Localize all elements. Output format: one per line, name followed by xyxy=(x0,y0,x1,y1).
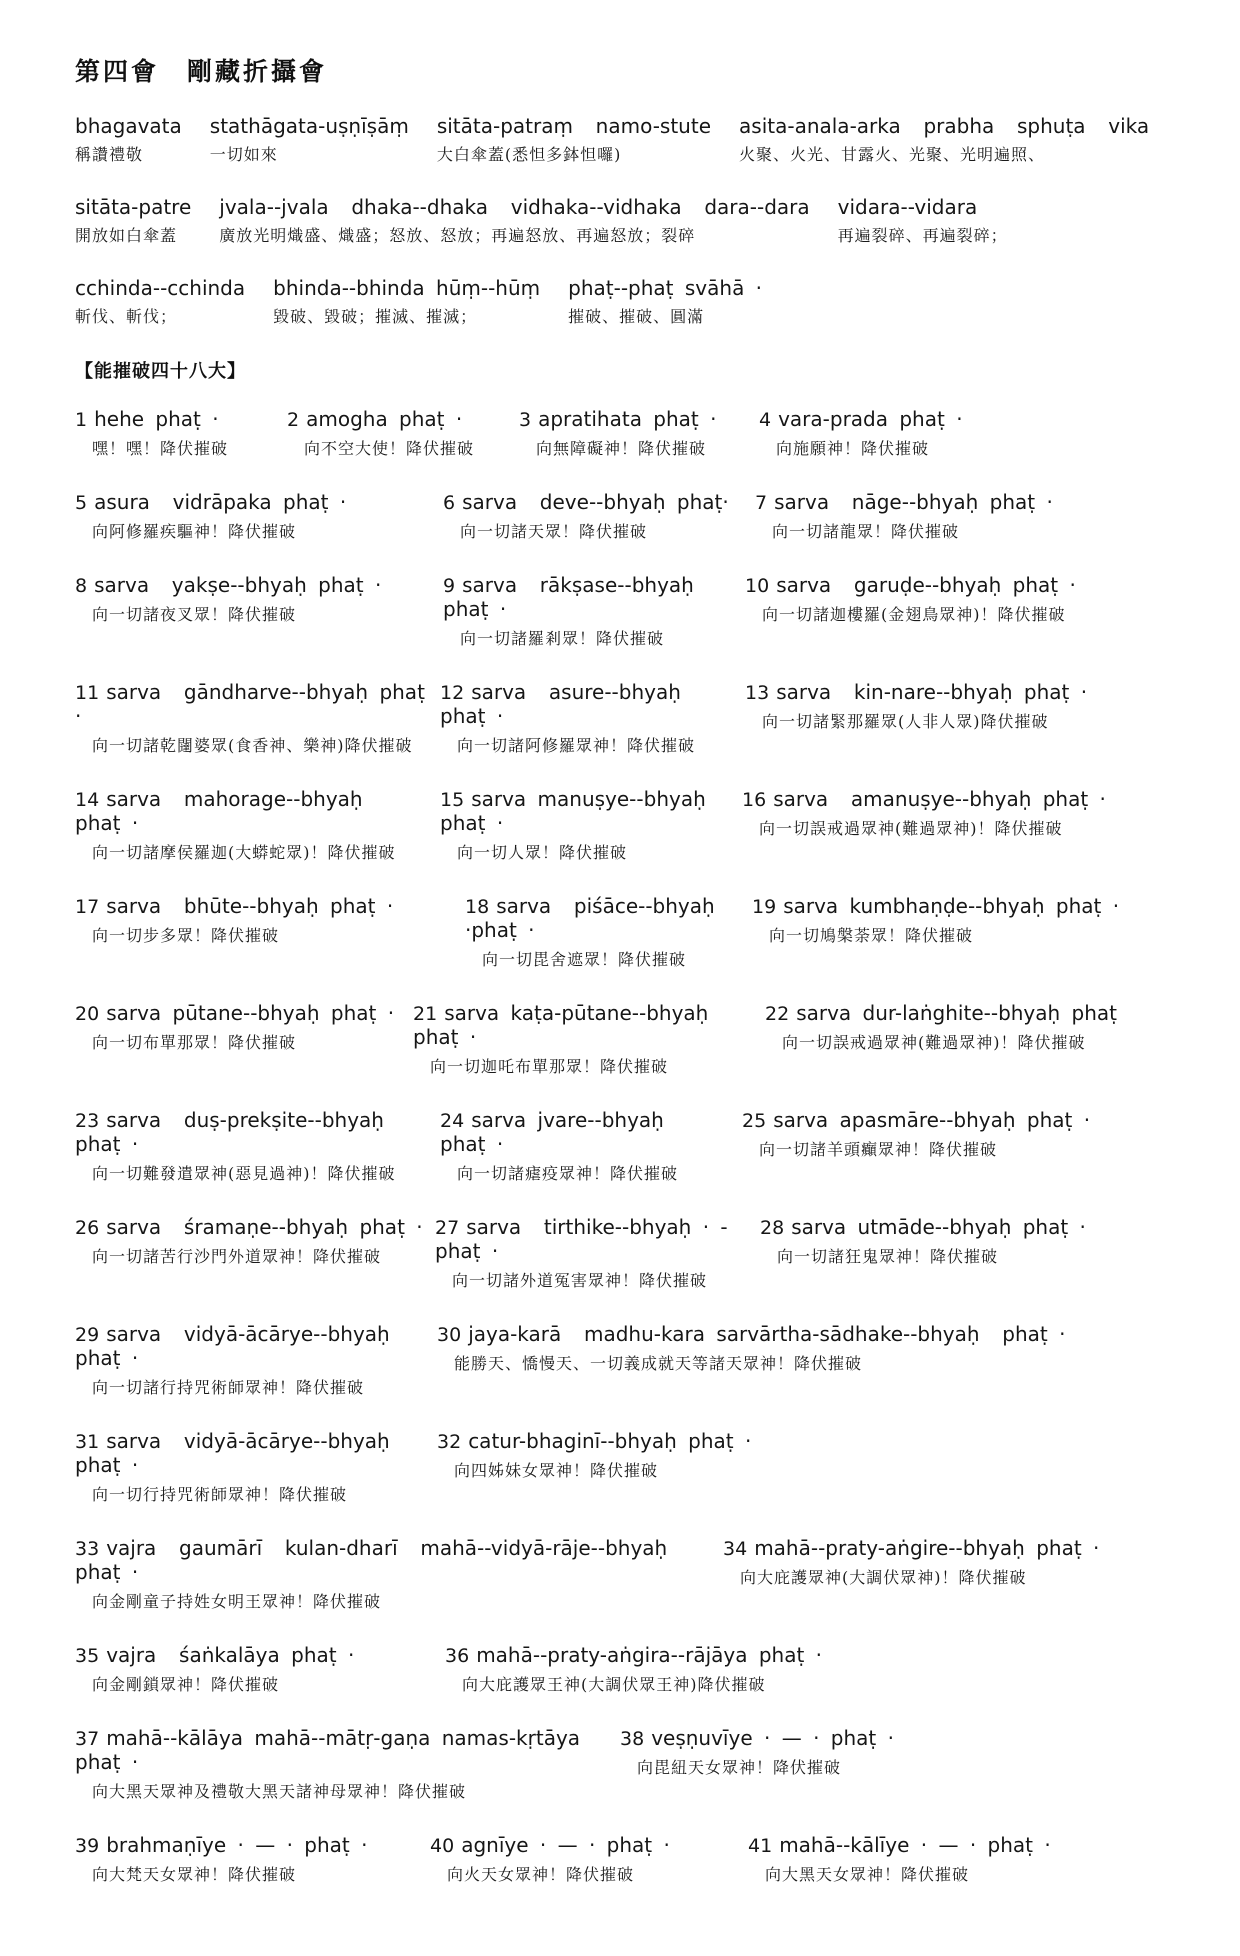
mantra-item xyxy=(75,894,465,970)
mantra-segment xyxy=(739,114,1149,165)
item-number: 9 xyxy=(443,575,456,597)
item-chinese-gloss: 向一切諸乾闥婆眾(食香神、樂神)降伏摧破 xyxy=(92,736,413,755)
item-number: 28 xyxy=(760,1217,785,1239)
item-sanskrit: vara-prada phaṭ · xyxy=(778,407,963,431)
item-sanskrit: sarva bhūte--bhyaḥ phaṭ · xyxy=(106,894,394,918)
item-number: 20 xyxy=(75,1003,100,1025)
mantra-item xyxy=(75,1643,445,1695)
item-sanskrit: sarva utmāde--bhyaḥ phaṭ · xyxy=(791,1215,1086,1239)
mantra-item xyxy=(75,787,440,863)
item-number: 8 xyxy=(75,575,88,597)
item-number: 16 xyxy=(742,789,767,811)
item-sanskrit-line xyxy=(760,1215,1170,1239)
item-number: 15 xyxy=(440,789,465,811)
item-number: 38 xyxy=(620,1728,645,1750)
chinese-gloss: 毀破、毀破；摧滅、摧滅； xyxy=(273,307,478,326)
item-sanskrit: veṣṇuvīye · — · phaṭ · xyxy=(651,1726,894,1750)
item-sanskrit-line xyxy=(440,680,735,728)
item-sanskrit: sarva vidyā-ācārye--bhyaḥ phaṭ · xyxy=(75,1429,402,1477)
item-chinese-gloss: 向一切行持咒術師眾神！降伏摧破 xyxy=(92,1485,348,1504)
item-sanskrit: vajra śaṅkalāya phaṭ · xyxy=(106,1643,355,1667)
item-sanskrit: sarva kumbhaṇḍe--bhyaḥ phaṭ · xyxy=(783,894,1120,918)
chinese-gloss: 火聚、火光、甘露火、光聚、光明遍照、 xyxy=(739,145,1046,164)
item-chinese-gloss: 向施願神！降伏摧破 xyxy=(776,439,930,458)
item-sanskrit: agnīye · — · phaṭ · xyxy=(461,1833,670,1857)
item-number: 3 xyxy=(519,409,532,431)
item-sanskrit: sarva pūtane--bhyaḥ phaṭ · xyxy=(106,1001,395,1025)
mantra-item xyxy=(620,1726,1180,1802)
mantra-item xyxy=(760,1215,1180,1291)
mantra-item xyxy=(465,894,752,970)
item-sanskrit: sarva tirthike--bhyaḥ · -phaṭ · xyxy=(435,1215,728,1263)
item-number: 41 xyxy=(748,1835,773,1857)
item-chinese-gloss: 向一切諸瘧疫眾神！降伏摧破 xyxy=(457,1164,679,1183)
item-sanskrit: sarva dur-laṅghite--bhyaḥ phaṭ xyxy=(796,1001,1118,1025)
item-number: 7 xyxy=(755,492,768,514)
chinese-gloss: 稱讚禮敬 xyxy=(75,145,144,164)
mantra-segment xyxy=(838,195,1008,246)
mantra-segment xyxy=(75,114,182,165)
item-number: 19 xyxy=(752,896,777,918)
item-chinese-gloss: 嘿！嘿！降伏摧破 xyxy=(92,439,229,458)
mantra-item xyxy=(443,573,745,649)
mantra-item xyxy=(748,1833,1180,1885)
mantra-item xyxy=(75,1001,413,1077)
item-number: 21 xyxy=(413,1003,438,1025)
mantra-item xyxy=(440,680,745,756)
item-sanskrit-line xyxy=(287,407,509,431)
item-chinese-gloss: 向一切諸外道冤害眾神！降伏摧破 xyxy=(452,1271,708,1290)
sanskrit-text: cchinda--cchinda xyxy=(75,276,246,300)
item-sanskrit: sarva asure--bhyaḥ phaṭ · xyxy=(440,680,693,728)
item-sanskrit: jaya-karā madhu-kara sarvārtha-sādhake--bhyaḥ phaṭ · xyxy=(468,1322,1066,1346)
mantra-item-row xyxy=(75,1429,1180,1505)
section-note: 【能摧破四十八大】 xyxy=(75,361,246,382)
mantra-item xyxy=(287,407,519,459)
mantra-item-row xyxy=(75,490,1180,542)
item-chinese-gloss: 向火天女眾神！降伏摧破 xyxy=(447,1865,635,1884)
item-sanskrit-line xyxy=(519,407,749,431)
mantra-item xyxy=(75,1322,437,1398)
mantra-item xyxy=(742,1108,1180,1184)
mantra-item xyxy=(75,1726,620,1802)
mantra-item xyxy=(723,1536,1180,1612)
item-sanskrit-line xyxy=(75,1322,427,1370)
mantra-item xyxy=(75,1215,435,1291)
sanskrit-text: jvala--jvala dhaka--dhaka vidhaka--vidhaka dara--dara xyxy=(219,195,810,219)
item-sanskrit-line xyxy=(75,1001,403,1025)
item-sanskrit: brahmaṇīye · — · phaṭ · xyxy=(106,1833,368,1857)
item-number: 10 xyxy=(745,575,770,597)
item-sanskrit-line xyxy=(75,1215,425,1239)
mantra-segment xyxy=(75,276,245,327)
item-chinese-gloss: 向一切諸羅剎眾！降伏摧破 xyxy=(460,629,665,648)
mantra-item xyxy=(435,1215,760,1291)
mantra-item-row xyxy=(75,407,1180,459)
item-number: 24 xyxy=(440,1110,465,1132)
item-number: 18 xyxy=(465,896,490,918)
item-chinese-gloss: 向不空大使！降伏摧破 xyxy=(304,439,475,458)
mantra-item xyxy=(437,1322,1180,1398)
item-sanskrit-line xyxy=(440,787,732,835)
item-chinese-gloss: 向四姊妹女眾神！降伏摧破 xyxy=(454,1461,659,1480)
mantra-line xyxy=(75,195,1180,246)
item-chinese-gloss: 向一切諸迦樓羅(金翅鳥眾神)！降伏摧破 xyxy=(762,605,1066,624)
item-sanskrit: sarva duṣ-prekṣite--bhyaḥ phaṭ · xyxy=(75,1108,407,1156)
item-sanskrit: sarva amanuṣye--bhyaḥ phaṭ · xyxy=(773,787,1106,811)
mantra-item xyxy=(75,1833,430,1885)
item-number: 22 xyxy=(765,1003,790,1025)
mantra-line xyxy=(75,276,1180,327)
mantra-item-row xyxy=(75,1833,1180,1885)
item-sanskrit: sarva yakṣe--bhyaḥ phaṭ · xyxy=(94,573,382,597)
item-chinese-gloss: 向一切諸夜叉眾！降伏摧破 xyxy=(92,605,297,624)
mantra-item xyxy=(742,787,1180,863)
mantra-segment xyxy=(273,276,540,327)
item-sanskrit-line xyxy=(748,1833,1170,1857)
item-chinese-gloss: 向一切諸阿修羅眾神！降伏摧破 xyxy=(457,736,696,755)
item-chinese-gloss: 向一切誤戒過眾神(難過眾神)！降伏摧破 xyxy=(782,1033,1086,1052)
mantra-item-row xyxy=(75,1643,1180,1695)
item-number: 2 xyxy=(287,409,300,431)
item-sanskrit-line xyxy=(430,1833,738,1857)
mantra-item xyxy=(765,1001,1180,1077)
item-number: 34 xyxy=(723,1538,748,1560)
mantra-item-row xyxy=(75,1536,1180,1612)
mantra-item-row xyxy=(75,1215,1180,1291)
item-chinese-gloss: 向毘紐天女眾神！降伏摧破 xyxy=(637,1758,842,1777)
item-number: 5 xyxy=(75,492,88,514)
item-sanskrit: sarva rākṣase--bhyaḥ phaṭ · xyxy=(443,573,706,621)
item-sanskrit-line xyxy=(745,573,1170,597)
item-chinese-gloss: 向一切迦吒布單那眾！降伏摧破 xyxy=(430,1057,669,1076)
item-chinese-gloss: 向一切諸狂鬼眾神！降伏摧破 xyxy=(777,1247,999,1266)
item-chinese-gloss: 向一切諸羊頭癲眾神！降伏摧破 xyxy=(759,1140,998,1159)
item-chinese-gloss: 向一切布單那眾！降伏摧破 xyxy=(92,1033,297,1052)
item-sanskrit-line xyxy=(445,1643,1170,1667)
item-sanskrit-line xyxy=(75,407,277,431)
item-chinese-gloss: 向一切諸緊那羅眾(人非人眾)降伏摧破 xyxy=(762,712,1049,731)
mantra-segment xyxy=(437,114,711,165)
sanskrit-text: asita-anala-arka prabha sphuṭa vika xyxy=(739,114,1150,138)
mantra-line xyxy=(75,114,1180,165)
item-sanskrit: mahā--kālāya mahā--mātṛ-gaṇa namas-kṛtāya phaṭ · xyxy=(75,1726,592,1774)
item-number: 27 xyxy=(435,1217,460,1239)
mantra-item-row xyxy=(75,894,1180,970)
item-chinese-gloss: 向一切毘舍遮眾！降伏摧破 xyxy=(482,950,687,969)
item-sanskrit: mahā--praty-aṅgira--rājāya phaṭ · xyxy=(476,1643,823,1667)
item-sanskrit-line xyxy=(620,1726,1170,1750)
item-sanskrit: sarva garuḍe--bhyaḥ phaṭ · xyxy=(776,573,1076,597)
item-sanskrit-line xyxy=(75,1833,420,1857)
sanskrit-text: sitāta-patraṃ namo-stute xyxy=(436,114,712,138)
item-sanskrit-line xyxy=(752,894,1170,918)
item-chinese-gloss: 向一切諸行持咒術師眾神！降伏摧破 xyxy=(92,1378,365,1397)
mantra-item xyxy=(437,1429,1180,1505)
item-number: 33 xyxy=(75,1538,100,1560)
mantra-item-row xyxy=(75,1108,1180,1184)
item-number: 13 xyxy=(745,682,770,704)
chinese-gloss: 大白傘蓋(悉怛多鉢怛囉) xyxy=(436,145,622,164)
item-sanskrit: sarva manuṣye--bhyaḥ phaṭ · xyxy=(440,787,718,835)
item-sanskrit: sarva śramaṇe--bhyaḥ phaṭ · xyxy=(106,1215,423,1239)
item-sanskrit: sarva nāge--bhyaḥ phaṭ · xyxy=(774,490,1053,514)
mantra-segment xyxy=(75,195,191,246)
item-chinese-gloss: 向一切誤戒過眾神(難過眾神)！降伏摧破 xyxy=(759,819,1063,838)
item-chinese-gloss: 向大庇護眾神(大調伏眾神)！降伏摧破 xyxy=(740,1568,1027,1587)
item-chinese-gloss: 向一切難發遣眾神(惡見過神)！降伏摧破 xyxy=(92,1164,396,1183)
item-sanskrit: sarva kaṭa-pūtane--bhyaḥ phaṭ · xyxy=(413,1001,720,1049)
mantra-item xyxy=(75,1429,437,1505)
sanskrit-text: stathāgata-uṣṇīṣāṃ xyxy=(209,114,409,138)
item-number: 6 xyxy=(443,492,456,514)
item-number: 40 xyxy=(430,1835,455,1857)
mantra-item xyxy=(443,490,755,542)
item-sanskrit: sarva piśāce--bhyaḥ ·phaṭ · xyxy=(465,894,727,942)
item-sanskrit: asura vidrāpaka phaṭ · xyxy=(94,490,347,514)
mantra-segment xyxy=(568,276,762,327)
item-sanskrit-line xyxy=(437,1429,1170,1453)
item-sanskrit-line xyxy=(75,573,433,597)
item-number: 39 xyxy=(75,1835,100,1857)
item-sanskrit-line xyxy=(443,490,745,514)
item-chinese-gloss: 向一切步多眾！降伏摧破 xyxy=(92,926,280,945)
item-chinese-gloss: 向阿修羅疾驅神！降伏摧破 xyxy=(92,522,297,541)
mantra-item xyxy=(413,1001,765,1077)
item-chinese-gloss: 向金剛鎖眾神！降伏摧破 xyxy=(92,1675,280,1694)
item-chinese-gloss: 向一切人眾！降伏摧破 xyxy=(457,843,628,862)
item-chinese-gloss: 向一切諸天眾！降伏摧破 xyxy=(460,522,648,541)
mantra-header xyxy=(75,114,1180,327)
item-number: 25 xyxy=(742,1110,767,1132)
item-sanskrit-line xyxy=(723,1536,1170,1560)
sanskrit-text: bhagavata xyxy=(75,114,182,138)
item-sanskrit-line xyxy=(75,490,433,514)
mantra-item xyxy=(430,1833,748,1885)
item-number: 35 xyxy=(75,1645,100,1667)
item-chinese-gloss: 向金剛童子持姓女明王眾神！降伏摧破 xyxy=(92,1592,382,1611)
chinese-gloss: 廣放光明熾盛、熾盛；怒放、怒放；再遍怒放、再遍怒放；裂碎 xyxy=(219,226,696,245)
item-chinese-gloss: 向一切諸龍眾！降伏摧破 xyxy=(772,522,960,541)
item-sanskrit: sarva deve--bhyaḥ phaṭ· xyxy=(462,490,729,514)
mantra-item xyxy=(440,787,742,863)
item-chinese-gloss: 能勝天、憍慢天、一切義成就天等諸天眾神！降伏摧破 xyxy=(454,1354,863,1373)
item-number: 31 xyxy=(75,1431,100,1453)
item-sanskrit: sarva jvare--bhyaḥ phaṭ · xyxy=(440,1108,687,1156)
mantra-item xyxy=(745,573,1180,649)
mantra-item-row xyxy=(75,1001,1180,1077)
item-sanskrit: sarva kin-nare--bhyaḥ phaṭ · xyxy=(776,680,1088,704)
item-sanskrit: vajra gaumārī kulan-dharī mahā--vidyā-rāje--bhyaḥ phaṭ · xyxy=(75,1536,679,1584)
item-chinese-gloss: 向一切諸苦行沙門外道眾神！降伏摧破 xyxy=(92,1247,382,1266)
mantra-item xyxy=(445,1643,1180,1695)
item-sanskrit: mahā--kālīye · — · phaṭ · xyxy=(779,1833,1051,1857)
mantra-item xyxy=(75,407,287,459)
item-sanskrit: hehe phaṭ · xyxy=(94,407,219,431)
item-number: 37 xyxy=(75,1728,100,1750)
mantra-item xyxy=(755,490,1180,542)
chinese-gloss: 開放如白傘蓋 xyxy=(75,226,178,245)
mantra-item xyxy=(75,490,443,542)
item-sanskrit-line xyxy=(435,1215,750,1263)
mantra-item xyxy=(75,680,440,756)
item-chinese-gloss: 向一切諸摩侯羅迦(大蟒蛇眾)！降伏摧破 xyxy=(92,843,396,862)
item-number: 36 xyxy=(445,1645,470,1667)
item-sanskrit-line xyxy=(465,894,742,942)
item-number: 12 xyxy=(440,682,465,704)
item-number: 29 xyxy=(75,1324,100,1346)
item-number: 17 xyxy=(75,896,100,918)
item-sanskrit-line xyxy=(75,1536,713,1584)
item-sanskrit-line xyxy=(745,680,1170,704)
mantra-item-row xyxy=(75,1726,1180,1802)
item-sanskrit-line xyxy=(75,1429,427,1477)
item-chinese-gloss: 向大梵天女眾神！降伏摧破 xyxy=(92,1865,297,1884)
item-sanskrit-line xyxy=(755,490,1170,514)
item-sanskrit-line xyxy=(75,1643,435,1667)
sanskrit-text: sitāta-patre xyxy=(75,195,192,219)
item-sanskrit-line xyxy=(75,1726,610,1774)
page-title: 第四會 剛藏折攝會 xyxy=(75,57,328,86)
mantra-item-row xyxy=(75,787,1180,863)
item-sanskrit-line xyxy=(75,894,455,918)
item-sanskrit-line xyxy=(443,573,735,621)
mantra-item-row xyxy=(75,573,1180,649)
item-number: 1 xyxy=(75,409,88,431)
item-number: 26 xyxy=(75,1217,100,1239)
item-sanskrit-line xyxy=(437,1322,1170,1346)
item-chinese-gloss: 向大黑天女眾神！降伏摧破 xyxy=(765,1865,970,1884)
mantra-item xyxy=(75,573,443,649)
item-chinese-gloss: 向一切鳩槃荼眾！降伏摧破 xyxy=(769,926,974,945)
mantra-item xyxy=(75,1108,440,1184)
item-sanskrit-line xyxy=(75,680,437,728)
chinese-gloss: 再遍裂碎、再遍裂碎； xyxy=(837,226,1008,245)
item-sanskrit: catur-bhaginī--bhyaḥ phaṭ · xyxy=(468,1429,752,1453)
item-sanskrit-line xyxy=(75,787,430,835)
mantra-item xyxy=(745,680,1180,756)
mantra-item xyxy=(440,1108,742,1184)
mantra-item xyxy=(519,407,759,459)
mantra-segment xyxy=(210,114,409,165)
item-sanskrit-line xyxy=(759,407,1170,431)
item-sanskrit: sarva vidyā-ācārye--bhyaḥ phaṭ · xyxy=(75,1322,402,1370)
item-sanskrit: sarva apasmāre--bhyaḥ phaṭ · xyxy=(773,1108,1091,1132)
mantra-item xyxy=(75,1536,723,1612)
item-chinese-gloss: 向無障礙神！降伏摧破 xyxy=(536,439,707,458)
sanskrit-text: bhinda--bhinda hūṃ--hūṃ xyxy=(273,276,541,300)
item-number: 11 xyxy=(75,682,100,704)
item-number: 4 xyxy=(759,409,772,431)
chinese-gloss: 斬伐、斬伐； xyxy=(75,307,178,326)
item-sanskrit: apratihata phaṭ · xyxy=(538,407,717,431)
mantra-item-row xyxy=(75,680,1180,756)
item-chinese-gloss: 向大庇護眾王神(大調伏眾王神)降伏摧破 xyxy=(462,1675,766,1694)
mantra-item xyxy=(759,407,1180,459)
item-sanskrit-line xyxy=(440,1108,732,1156)
item-number: 23 xyxy=(75,1110,100,1132)
sanskrit-text: vidara--vidara xyxy=(837,195,978,219)
item-chinese-gloss: 向大黑天眾神及禮敬大黑天諸神母眾神！降伏摧破 xyxy=(92,1782,467,1801)
item-sanskrit: amogha phaṭ · xyxy=(306,407,463,431)
chinese-gloss: 摧破、摧破、圓滿 xyxy=(568,307,705,326)
item-sanskrit-line xyxy=(765,1001,1170,1025)
item-number: 30 xyxy=(437,1324,462,1346)
item-number: 14 xyxy=(75,789,100,811)
item-sanskrit-line xyxy=(413,1001,755,1049)
chinese-gloss: 一切如來 xyxy=(209,145,278,164)
item-sanskrit: sarva mahorage--bhyaḥ phaṭ · xyxy=(75,787,386,835)
item-sanskrit-line xyxy=(742,1108,1170,1132)
item-number: 32 xyxy=(437,1431,462,1453)
sanskrit-text: phaṭ--phaṭ svāhā · xyxy=(568,276,763,300)
item-sanskrit: mahā--praty-aṅgire--bhyaḥ phaṭ · xyxy=(754,1536,1100,1560)
mantra-item-list xyxy=(75,407,1180,1885)
item-sanskrit-line xyxy=(742,787,1170,811)
mantra-item xyxy=(752,894,1180,970)
item-sanskrit: sarva gāndharve--bhyaḥ phaṭ · xyxy=(75,680,437,728)
item-sanskrit-line xyxy=(75,1108,430,1156)
mantra-item-row xyxy=(75,1322,1180,1398)
mantra-segment xyxy=(219,195,809,246)
